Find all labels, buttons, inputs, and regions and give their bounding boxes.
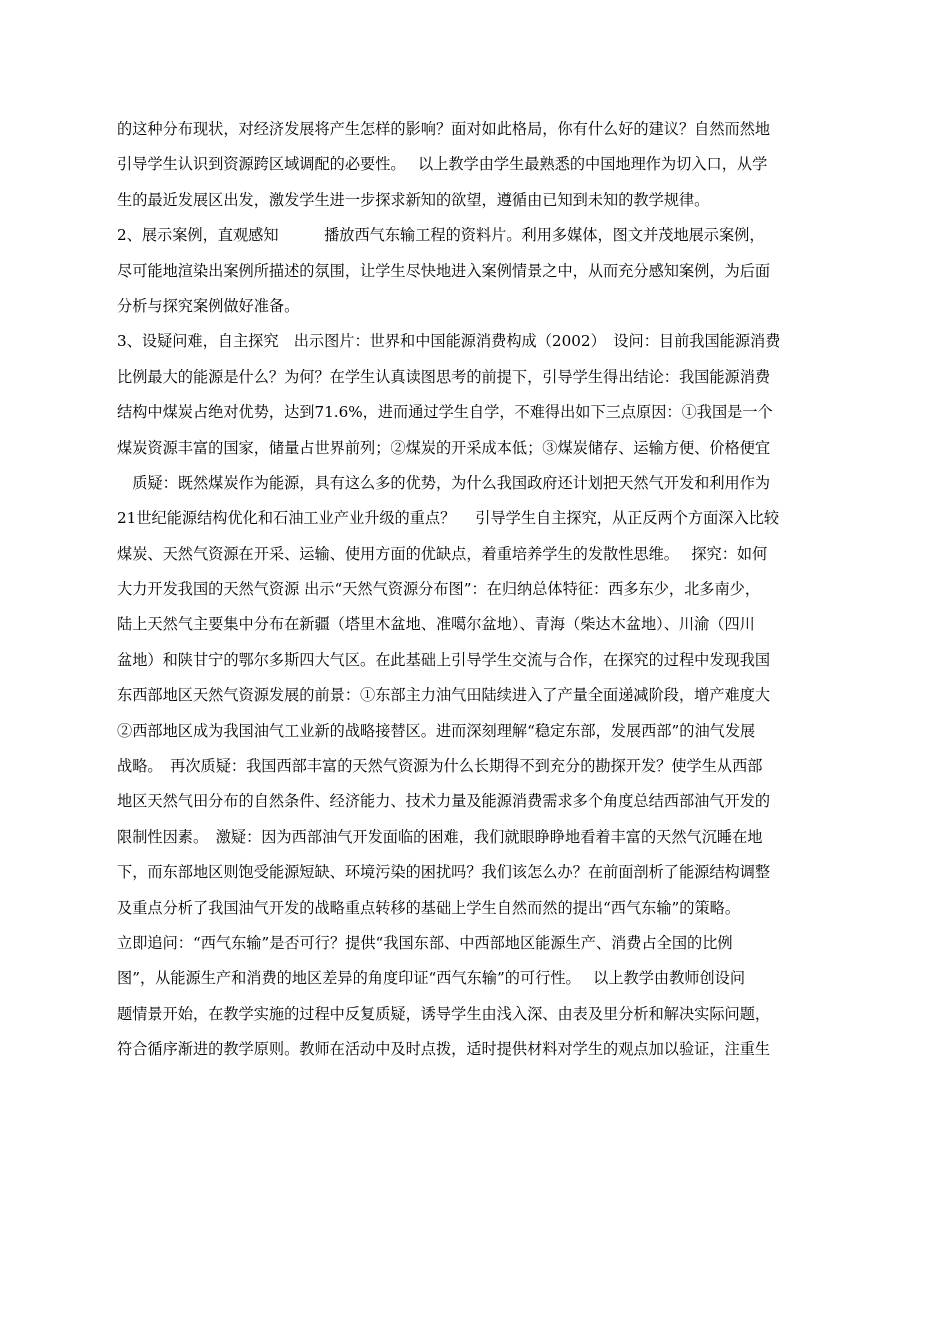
text-line: 2、展示案例，直观感知 播放西气东输工程的资料片。利用多媒体，图文并茂地展示案例， bbox=[117, 226, 765, 245]
text-line: 立即追问：“西气东输”是否可行？提供“我国东部、中西部地区能源生产、消费占全国的比例 bbox=[117, 933, 733, 952]
text-line: 及重点分析了我国油气开发的战略重点转移的基础上学生自然而然的提出“西气东输”的策略。 bbox=[117, 898, 741, 917]
text-line: 陆上天然气主要集中分布在新疆（塔里木盆地、准噶尔盆地）、青海（柴达木盆地）、川渝（四川 bbox=[117, 615, 755, 634]
text-line: 引导学生认识到资源跨区域调配的必要性。 以上教学由学生最熟悉的中国地理作为切入口，从学 bbox=[117, 155, 768, 174]
text-line: 下，而东部地区则饱受能源短缺、环境污染的困扰吗？我们该怎么办？在前面剖析了能源结构调整 bbox=[117, 863, 771, 882]
text-line: 盆地）和陕甘宁的鄂尔多斯四大气区。在此基础上引导学生交流与合作，在探究的过程中发现我国 bbox=[117, 650, 771, 669]
text-line: 煤炭、天然气资源在开采、运输、使用方面的优缺点，着重培养学生的发散性思维。 探究：如何 bbox=[117, 544, 768, 563]
text-line: 生的最近发展区出发，激发学生进一步探求新知的欲望，遵循由已知到未知的教学规律。 bbox=[117, 190, 710, 209]
text-line: 地区天然气田分布的自然条件、经济能力、技术力量及能源消费需求多个角度总结西部油气开发的 bbox=[117, 792, 771, 811]
text-line: 尽可能地渲染出案例所描述的氛围，让学生尽快地进入案例情景之中，从而充分感知案例，为后面 bbox=[117, 261, 771, 280]
text-line: 比例最大的能源是什么？为何？在学生认真读图思考的前提下，引导学生得出结论：我国能源消费 bbox=[117, 367, 771, 386]
text-line: 的这种分布现状，对经济发展将产生怎样的影响？面对如此格局，你有什么好的建议？自然而然地 bbox=[117, 120, 771, 138]
text-line: ②西部地区成为我国油气工业新的战略接替区。进而深刻理解“稳定东部，发展西部”的油气发展 bbox=[117, 721, 756, 740]
text-line: 21世纪能源结构优化和石油工业产业升级的重点？ 引导学生自主探究，从正反两个方面深入比较 bbox=[117, 509, 780, 528]
text-line: 限制性因素。 激疑：因为西部油气开发面临的困难，我们就眼睁睁地看着丰富的天然气沉睡在地 bbox=[117, 827, 763, 846]
text-line: 3、设疑问难，自主探究 出示图片：世界和中国能源消费构成（2002） 设问：目前我国能源消费 bbox=[117, 332, 781, 351]
text-line: 题情景开始，在教学实施的过程中反复质疑，诱导学生由浅入深、由表及里分析和解决实际问题， bbox=[117, 1004, 771, 1023]
text-line: 图”，从能源生产和消费的地区差异的角度印证“西气东输”的可行性。 以上教学由教师创设问 bbox=[117, 969, 746, 988]
text-line: 分析与探究案例做好准备。 bbox=[117, 296, 300, 315]
text-line: 结构中煤炭占绝对优势，达到71.6%，进而通过学生自学，不难得出如下三点原因：①我国是一个 bbox=[117, 403, 773, 422]
document-body bbox=[117, 112, 837, 1068]
text-line: 东西部地区天然气资源发展的前景：①东部主力油气田陆续进入了产量全面递减阶段，增产难度大 bbox=[117, 686, 771, 705]
text-line: 符合循序渐进的教学原则。教师在活动中及时点拨，适时提供材料对学生的观点加以验证，注重生 bbox=[117, 1040, 771, 1059]
text-line: 战略。 再次质疑：我国西部丰富的天然气资源为什么长期得不到充分的勘探开发？使学生从西部 bbox=[117, 757, 763, 776]
text-line: 质疑：既然煤炭作为能源，具有这么多的优势，为什么我国政府还计划把天然气开发和利用作为 bbox=[117, 473, 771, 492]
text-line: 大力开发我国的天然气资源 出示“天然气资源分布图”：在归纳总体特征：西多东少，北多南少， bbox=[117, 580, 761, 599]
text-line: 煤炭资源丰富的国家，储量占世界前列；②煤炭的开采成本低；③煤炭储存、运输方便、价格便宜 bbox=[117, 438, 771, 457]
